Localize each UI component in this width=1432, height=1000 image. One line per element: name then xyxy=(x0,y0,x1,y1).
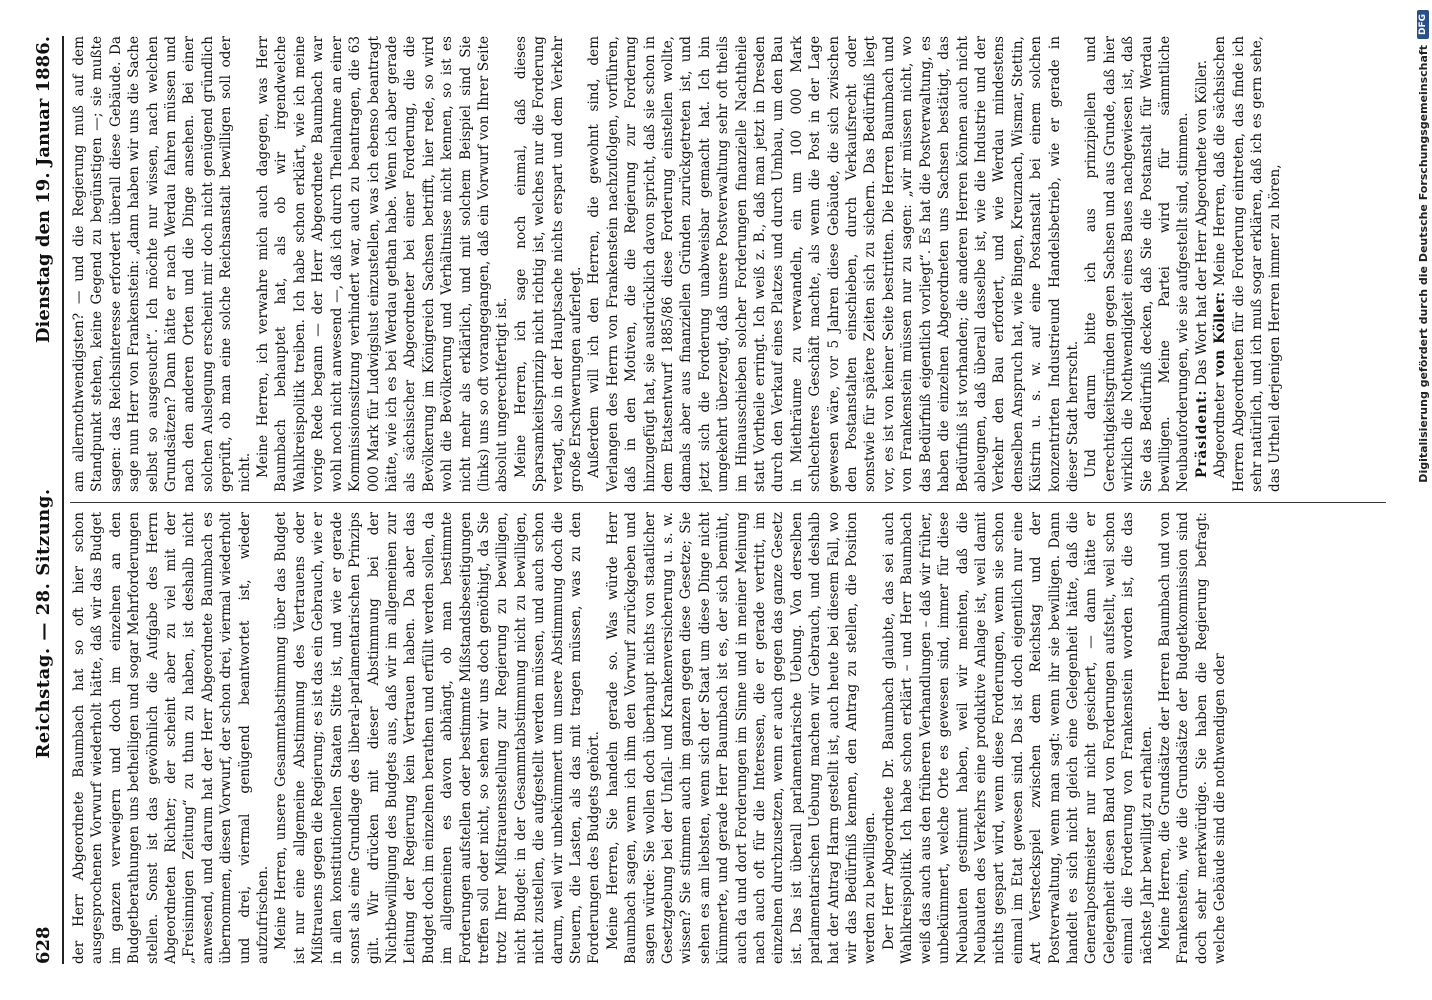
dfg-logo: DFG xyxy=(1417,10,1429,39)
header-rule xyxy=(62,36,64,964)
koeller-speech xyxy=(1211,36,1285,492)
koeller-intro: Abgeordneter xyxy=(1212,382,1229,478)
digitization-note: Digitalisierung gefördert durch die Deutsche Forschungsgemeinschaft xyxy=(1416,45,1430,483)
left-column xyxy=(70,512,1386,964)
koeller-text: Meine Herren, daß die sächsischen Herren Abgeordneten für die Forderung eintreten, das finde ich sehr natürlich, und ich muß sogar erklären, daß ich es gern sehe, das Urtheil derjenigen Herren immer zu hören, xyxy=(1212,36,1284,492)
paragraph: Meine Herren, ich verwahre mich auch dagegen, was Herr Baumbach behauptet hat, als ob wir irgendwelche Wahlkreispolitik treiben. Ich habe schon erklärt, wie ich meine vorige Rede begann — der Herr Abgeordnete Baumbach war wohl noch nicht anwesend —, daß ich durch Theilnahme an einer Kommissionssitzung verhindert war, auch zu beantragen, die 63 000 Mark für Ludwigslust einzustellen, was ich ebenso beantragt hätte, wie ich es bei Werdau gethan habe. Wenn ich aber gerade als sächsischer Abgeordneter bei einer Forderung, die die Bevölkerung im Königreich Sachsen betrifft, hier rede, so wird wohl die Bevölkerung und Verhältnisse nicht kennen, so ist es nicht mehr als erklärlich, und mit solchem Beispiel sind Sie (links) uns so oft vorangegangen, daß ein Vorwurf von Ihrer Seite absolut ungerechtfertigt ist. xyxy=(255,36,511,492)
digitization-strip xyxy=(1408,0,1432,1000)
session-date: Dienstag den 19. Januar 1886. xyxy=(32,36,54,344)
paragraph: Meine Herren, unsere Gesammtabstimmung über das Budget ist nur eine allgemeine Abstimmung des Vertrauens oder Mißtrauens gegen die Regierung; es ist das ein Gebrauch, wie er in allen konstitutionellen Staaten Sitte ist, und wie er gerade sonst als eine Grundlage des liberal-parlamentarischen Prinzips gilt. Wir drücken mit dieser Abstimmung bei der Nichtbewilligung des Budgets aus, daß wir im allgemeinen zur Leitung der Regierung kein Vertrauen haben. Da aber das Budget doch im einzelnen berathen und erfüllt werden sollen, da im allgemeinen es davon abhängt, ob man bestimmte Forderungen aufstellen oder bestimmte Mißstandsbeseitigungen treffen soll oder nicht, so sehen wir uns doch genöthigt, da Sie trotz Ihrer Mißtrauensstellung zur Regierung zu bewilligen, nicht Budget: in der Gesammtabstimmung nicht zu bewilligen, nicht zustellen, die aufgestellt werden müssen, und auch schon darum, weil wir unbekümmert um unsere Abstimmung doch die Steuern, die Lasten, als das mit tragen müssen, was zu den Forderungen des Budgets gehört. xyxy=(273,512,603,964)
president-text: Das Wort hat der Herr Abgeordnete von Köller. xyxy=(1193,59,1210,386)
running-header xyxy=(30,36,56,964)
page-number: 628 xyxy=(32,926,54,964)
column-divider xyxy=(70,502,1386,503)
paragraph: Meine Herren, Sie handeln gerade so. Was würde Herr Baumbach sagen, wenn ich ihm den Vorwurf zurückgeben und sagen würde: Sie wollen doch überhaupt nichts von staatlicher Gesetzgebung bei der Unfall- und Krankenversicherung u. s. w. wissen? Sie stimmen auch im ganzen gegen diese Gesetze; Sie sehen es am liebsten, wenn sich der Staat um diese Dinge nicht kümmerte, und gerade Herr Baumbach ist es, der sich bemüht, auch da und dort Forderungen im Sinne und in meiner Meinung nach auch oft für die Interessen, die er gerade vertritt, im einzelnen durchzusetzen, wenn er auch gegen das ganze Gesetz ist. Das ist überall parlamentarische Uebung. Von derselben parlamentarischen Uebung machen wir Gebrauch, und deshalb hat der Antrag Harm gestellt ist, auch heute bei diesem Fall, wo wir das Bedürfniß kennen, den Antrag zu stellen, die Position werden zu bewilligen. xyxy=(604,512,879,964)
paragraph: Und darum bitte ich aus prinzipiellen und Gerechtigkeitsgründen gegen Sachsen und aus Grunde, daß hier wirklich die Nothwendigkeit eines Baues nachgewiesen ist, daß Sie das Bedürfniß decken, daß Sie die Postanstalt für Werdau bewilligen. Meine Partei wird für sämmtliche Neubauforderungen, wie sie aufgestellt sind, stimmen. xyxy=(1083,36,1192,492)
paragraph: Der Herr Abgeordnete Dr. Baumbach glaubte, das sei auch Wahlkreispolitik. Ich habe schon erklärt – und Herr Baumbach weiß das auch aus den früheren Verhandlungen – daß wir früher, unbekümmert, welche Orte es gewesen sind, immer für diese Neubauten gestimmt haben, weil wir meinten, daß die Neubauten des Verkehrs eine produktive Anlage ist, weil damit nichts gespart wird, wenn diese Forderungen, wenn sie schon einmal im Etat gewesen sind. Das ist doch eigentlich nur eine Art Versteckspiel zwischen dem Reichstag und der Postverwaltung, wenn man sagt: wenn ihr sie bewilligen. Dann handelt es sich nicht gleich eine Gelegenheit hätte, daß die Generalpostmeister nur nicht gesichert, — dann hätte er Gelegenheit diesen Band von Forderungen aufstellt, weil schon einmal die Forderung von Frankenstein worden ist, die das nächste Jahr bewilligt zu erhalten. xyxy=(880,512,1155,964)
paragraph: am allernothwendigsten? — und die Regierung muß auf dem Standpunkt stehen, keine Gegend zu begünstigen —; sie mußte sagen: das Reichsinteresse erfordert überall diese Gebäude. Da sage nun Herr von Frankenstein: „dann haben wir uns die Sache selbst so ausgesucht“. Ich möchte nur wissen, nach welchen Grundsätzen? Dann hätte er nach Werdau fahren müssen und nach den anderen Orten und die Dinge ansehen. Bei einer solchen Auslegung erscheint mir doch nicht genügend gründlich geprüft, ob man eine solche Reichsanstalt bewilligen soll oder nicht. xyxy=(71,36,253,492)
paragraph: Außerdem will ich den Herren, die gewohnt sind, dem Verlangen des Herrn von Frankenstein nachzufolgen, vorführen, daß in den Motiven, die die Regierung zur Forderung hinzugefügt hat, sie ausdrücklich davon spricht, daß sie schon in dem Etatsentwurf 1885/86 diese Forderung einstellen wollte, damals aber aus finanziellen Gründen zurückgetreten ist, und jetzt sich die Forderung unabweisbar gemacht hat. Ich bin umgekehrt überzeugt, daß unsere Postverwaltung sehr oft theils im Hinausschieben solcher Forderungen finanzielle Nachtheile statt Vortheile erringt. Ich weiß z. B., daß man jetzt in Dresden durch den Verkauf eines Platzes und durch Umbau, um den Bau in Miethräume zu verwandeln, ein um 100 000 Mark schlechteres Geschäft machte, als wenn die Post in der Lage gewesen wäre, vor 5 Jahren diese Gebäude, die sich zwischen den Postanstalten einschieben, durch Verkaufsrecht oder sonstwie für spätere Zeiten sich zu sichern. Das Bedürfniß liegt vor, es ist von keiner Seite bestritten. Die Herren Baumbach und von Frankenstein müssen nur zu sagen: „wir müssen nicht, wo das Bedürfniß eigentlich vorliegt“. Es hat die Postverwaltung, es haben die einzelnen Abgeordneten uns Sachsen bestätigt, das Bedürfniß ist vorhanden; die anderen Herren können auch nicht ableugnen, daß überall dasselbe ist, wie die Industrie und der Verkehr den Bau erfordert, und wie Werdau mindestens denselben Anspruch hat, wie Bingen, Kreuznach, Wismar, Stettin, Küstrin u. s. w. auf eine Postanstalt bei einem solchen konzentrirten Industrieund Handelsbetrieb, wie er gerade in dieser Stadt herrscht. xyxy=(586,36,1081,492)
koeller-name: von Köller: xyxy=(1212,291,1229,377)
president-label: Präsident: xyxy=(1193,389,1210,478)
paragraph: der Herr Abgeordnete Baumbach hat so oft hier schon ausgesprochenen Vorwurf wiederholt hätte, daß wir das Budget im ganzen verweigern und doch im einzelnen an den Budgetberathungen uns betheiligen und sogar Mehrforderungen stellen. Sonst ist das gewöhnlich die Aufgabe des Herrn Abgeordneten Richter; der scheint aber zu viel mit der „Freisinnigen Zeitung“ zu thun zu haben, ist deshalb nicht anwesend, und darum hat der Herr Abgeordnete Baumbach es übernommen, diesen Vorwurf, der schon drei, viermal wiederholt und drei, viermal genügend beantwortet ist, wieder aufzufrischen. xyxy=(71,512,272,964)
right-column xyxy=(70,36,1386,492)
session-title: Reichstag. — 28. Sitzung. xyxy=(32,488,54,759)
paragraph: Meine Herren, die Grundsätze der Herren Baumbach und von Frankenstein, wie die Grundsätze der Budgetkommission sind doch sehr merkwürdige. Sie haben die Regierung befragt: welche Gebäude sind die nothwendigen oder xyxy=(1156,512,1229,964)
president-speech xyxy=(1193,36,1211,492)
paragraph: Meine Herren, ich sage noch einmal, daß dieses Sparsamkeitsprinzip nicht richtig ist, welches nur die Forderung vertagt, also in der Hauptsache nichts erspart und dem Verkehr große Erschwerungen auferlegt. xyxy=(512,36,584,492)
